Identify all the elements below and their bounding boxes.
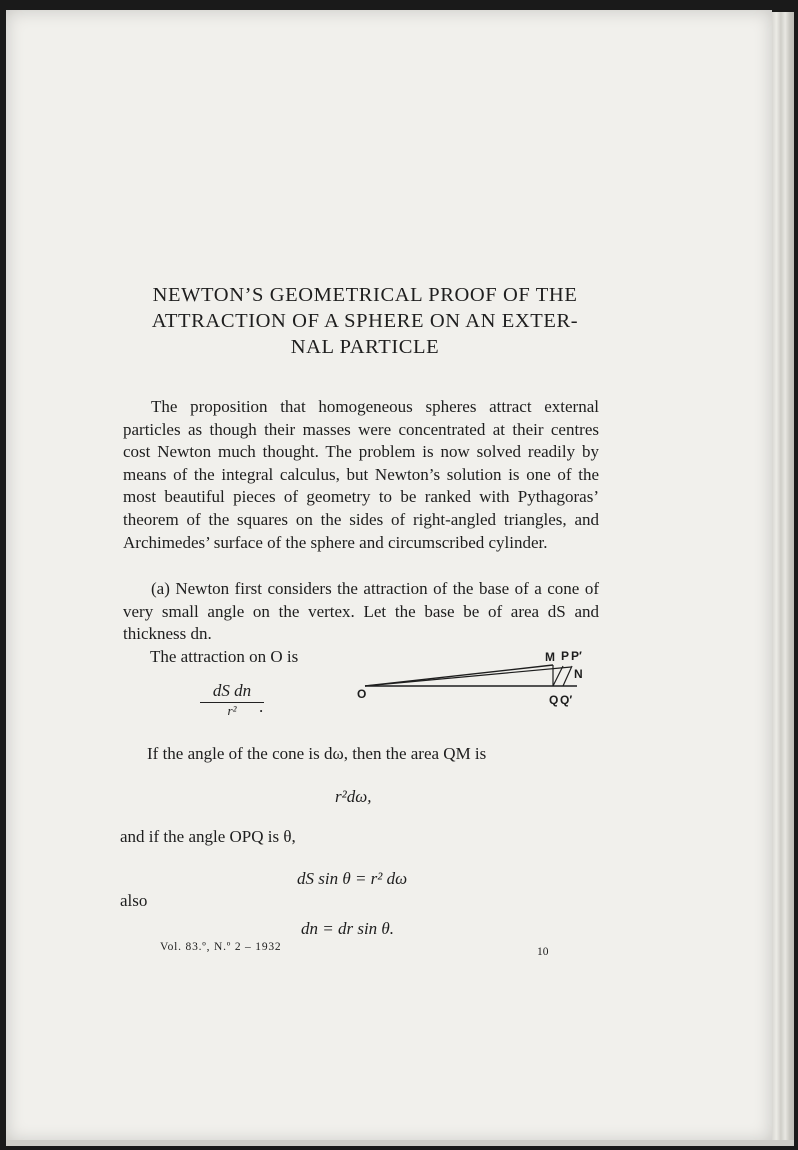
label-P: P — [561, 649, 570, 663]
label-P-prime: P′ — [571, 649, 582, 663]
line-OP — [365, 667, 571, 686]
label-Q: Q — [549, 693, 559, 707]
attraction-fraction — [200, 681, 264, 719]
ds-formula: dS sin θ = r² dω — [297, 869, 408, 888]
page-edge-right — [772, 12, 794, 1146]
paragraph-1: The proposition that homogeneous spheres attract external particles as though their masses were concentrated at their centres cost Newton much thought. The problem is now solved readily by means of the integral calculus, but Newton’s solution is one of the most beautiful pieces of geometry to be ranked with Pythagoras’ theorem of the squares on the sides of right-angled triangles, and Archimedes’ surface of the sphere and circumscribed cylinder. — [123, 397, 599, 552]
fraction-numerator: dS dn — [200, 681, 264, 703]
title-line-3: NAL PARTICLE — [290, 336, 440, 358]
also-word: also — [120, 891, 148, 910]
fraction-period: . — [259, 697, 264, 716]
title-line-2: ATTRACTION OF A SPHERE ON AN EXTER- — [151, 310, 579, 332]
label-N: N — [574, 667, 583, 681]
opq-line: and if the angle OPQ is θ, — [120, 827, 296, 846]
page-edge-bottom — [6, 1140, 794, 1146]
fraction-denominator: r² — [227, 703, 237, 718]
paragraph-2: (a) Newton first considers the attraction of the base of a cone of very small angle on the vertex. Let the base be of area dS and thickness dn. — [123, 579, 599, 644]
attraction-line: The attraction on O is — [150, 647, 299, 666]
label-O: O — [357, 687, 367, 701]
title-line-1: NEWTON’S GEOMETRICAL PROOF OF THE — [152, 284, 578, 306]
label-Q-prime: Q′ — [560, 693, 573, 707]
footer-page-number: 10 — [537, 946, 549, 958]
footer-volume: Vol. 83.º, N.º 2 – 1932 — [160, 941, 282, 953]
paper-page — [6, 10, 772, 1142]
line-PpQp — [563, 666, 572, 686]
label-M: M — [545, 650, 555, 664]
cone-diagram — [355, 642, 595, 712]
angle-line: If the angle of the cone is dω, then the area QM is — [147, 744, 487, 763]
area-formula: r²dω, — [335, 787, 372, 806]
dn-formula: dn = dr sin θ. — [301, 919, 395, 938]
